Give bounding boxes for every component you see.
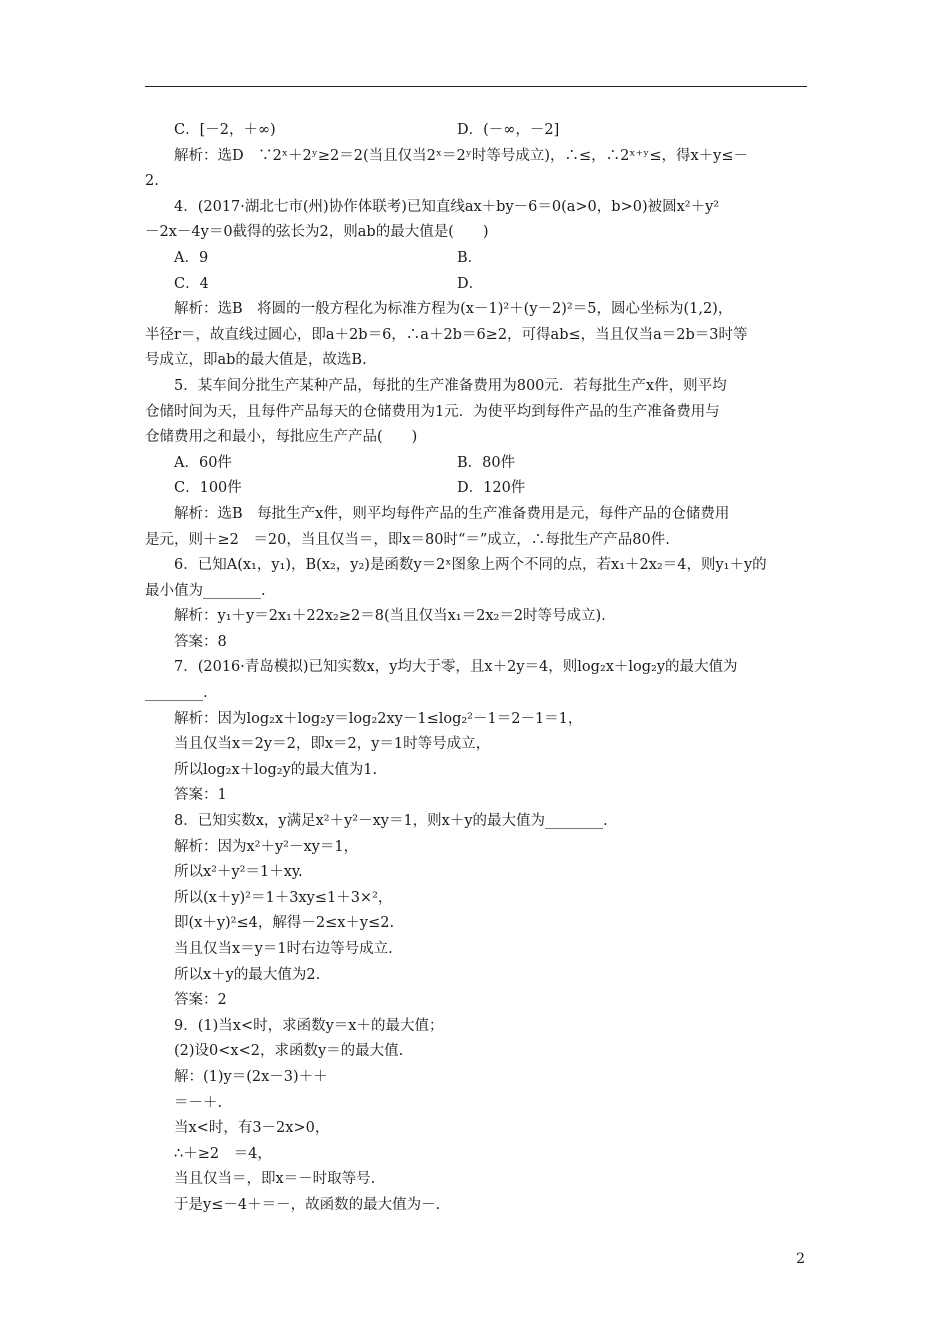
text-line: 解：(1)y＝(2x－3)＋＋ xyxy=(174,1068,328,1085)
text-line: 答案：1 xyxy=(174,787,227,804)
text-line: 当且仅当x＝2y＝2，即x＝2，y＝1时等号成立， xyxy=(174,736,491,753)
option-row xyxy=(145,451,807,477)
option-text: B．80件 xyxy=(457,454,516,471)
text-line: 半径r＝，故直线过圆心，即a＋2b＝6，∴a＋2b＝6≥2，可得ab≤，当且仅当a＝2b＝3时等 xyxy=(145,326,748,343)
text-line: 4．(2017·湖北七市(州)协作体联考)已知直线ax＋by－6＝0(a>0，b>0)被圆x²＋y² xyxy=(174,198,720,215)
text-line: 所以log₂x＋log₂y的最大值为1. xyxy=(174,761,378,778)
text-line: 是元，则＋≥2 ＝20，当且仅当＝，即x＝80时“＝”成立，∴每批生产产品80件. xyxy=(145,531,670,548)
text-line: 于是y≤－4＋＝－，故函数的最大值为－. xyxy=(174,1196,441,1213)
option-text: A．60件 xyxy=(174,454,232,471)
option-row xyxy=(145,246,807,272)
text-line: 解析：因为log₂x＋log₂y＝log₂2xy－1≤log₂²－1＝2－1＝1， xyxy=(174,710,583,727)
text-line: 即(x＋y)²≤4，解得－2≤x＋y≤2. xyxy=(174,915,395,932)
text-line: 8．已知实数x，y满足x²＋y²－xy＝1，则x＋y的最大值为________. xyxy=(174,813,608,830)
option-text: B． xyxy=(457,249,483,266)
option-row xyxy=(145,476,807,502)
text-line: 最小值为________. xyxy=(145,582,266,599)
option-row xyxy=(145,272,807,298)
text-line: 所以(x＋y)²＝1＋3xy≤1＋3×²， xyxy=(174,889,393,906)
document-body xyxy=(145,118,807,1219)
option-text: D．120件 xyxy=(457,480,526,497)
text-line: 所以x²＋y²＝1＋xy. xyxy=(174,864,303,881)
text-line: 解析：y₁＋y＝2x₁＋22x₂≥2＝8(当且仅当x₁＝2x₂＝2时等号成立)． xyxy=(174,608,616,625)
text-line: 答案：8 xyxy=(174,633,227,650)
text-line: 号成立，即ab的最大值是，故选B. xyxy=(145,352,367,369)
text-line: 当x<时，有3－2x>0， xyxy=(174,1120,330,1137)
text-line: ＝－＋. xyxy=(174,1094,223,1111)
option-text: D． xyxy=(457,275,484,292)
text-line: 解析：选B 将圆的一般方程化为标准方程为(x－1)²＋(y－2)²＝5，圆心坐标为(1,2)， xyxy=(174,301,733,318)
text-line: －2x－4y＝0截得的弦长为2，则ab的最大值是( ) xyxy=(145,224,489,241)
text-line: 9．(1)当x<时，求函数y＝x＋的最大值； xyxy=(174,1017,444,1034)
option-text: C．[－2，＋∞) xyxy=(174,122,276,138)
option-text: C．4 xyxy=(174,275,209,292)
option-text: D．(－∞，－2] xyxy=(457,122,560,138)
text-line: 仓储时间为天，且每件产品每天的仓储费用为1元．为使平均到每件产品的生产准备费用与 xyxy=(145,403,720,420)
text-line: 解析：因为x²＋y²－xy＝1， xyxy=(174,838,359,855)
text-line: (2)设0<x<2，求函数y＝的最大值. xyxy=(174,1043,404,1060)
option-text: A．9 xyxy=(174,249,209,266)
text-line: 仓储费用之和最小，每批应生产产品( ) xyxy=(145,429,418,446)
option-row xyxy=(145,118,807,144)
text-line: 2. xyxy=(145,173,159,190)
text-line: 5．某车间分批生产某种产品，每批的生产准备费用为800元．若每批生产x件，则平均 xyxy=(174,377,727,394)
text-line: 当且仅当＝，即x＝－时取等号. xyxy=(174,1171,376,1188)
text-line: ________. xyxy=(145,685,208,702)
text-line: 当且仅当x＝y＝1时右边等号成立. xyxy=(174,941,393,957)
text-line: ∴＋≥2 ＝4， xyxy=(174,1145,272,1162)
text-line: 解析：选B 每批生产x件，则平均每件产品的生产准备费用是元，每件产品的仓储费用 xyxy=(174,505,730,522)
page-number: 2 xyxy=(796,1251,805,1267)
text-line: 解析：选D ∵2ˣ＋2ʸ≥2＝2(当且仅当2ˣ＝2ʸ时等号成立)，∴≤，∴2ˣ⁺ʸ≤，得x＋y≤－ xyxy=(174,147,748,164)
header-rule xyxy=(145,86,807,87)
option-text: C．100件 xyxy=(174,480,242,497)
text-line: 答案：2 xyxy=(174,992,227,1009)
text-line: 7．(2016·青岛模拟)已知实数x，y均大于零，且x＋2y＝4，则log₂x＋log₂y的最大值为 xyxy=(174,659,738,676)
text-line: 6．已知A(x₁，y₁)，B(x₂，y₂)是函数y＝2ˣ图象上两个不同的点，若x₁＋2x₂＝4，则y₁＋y的 xyxy=(174,557,767,574)
text-line: 所以x＋y的最大值为2. xyxy=(174,966,321,983)
